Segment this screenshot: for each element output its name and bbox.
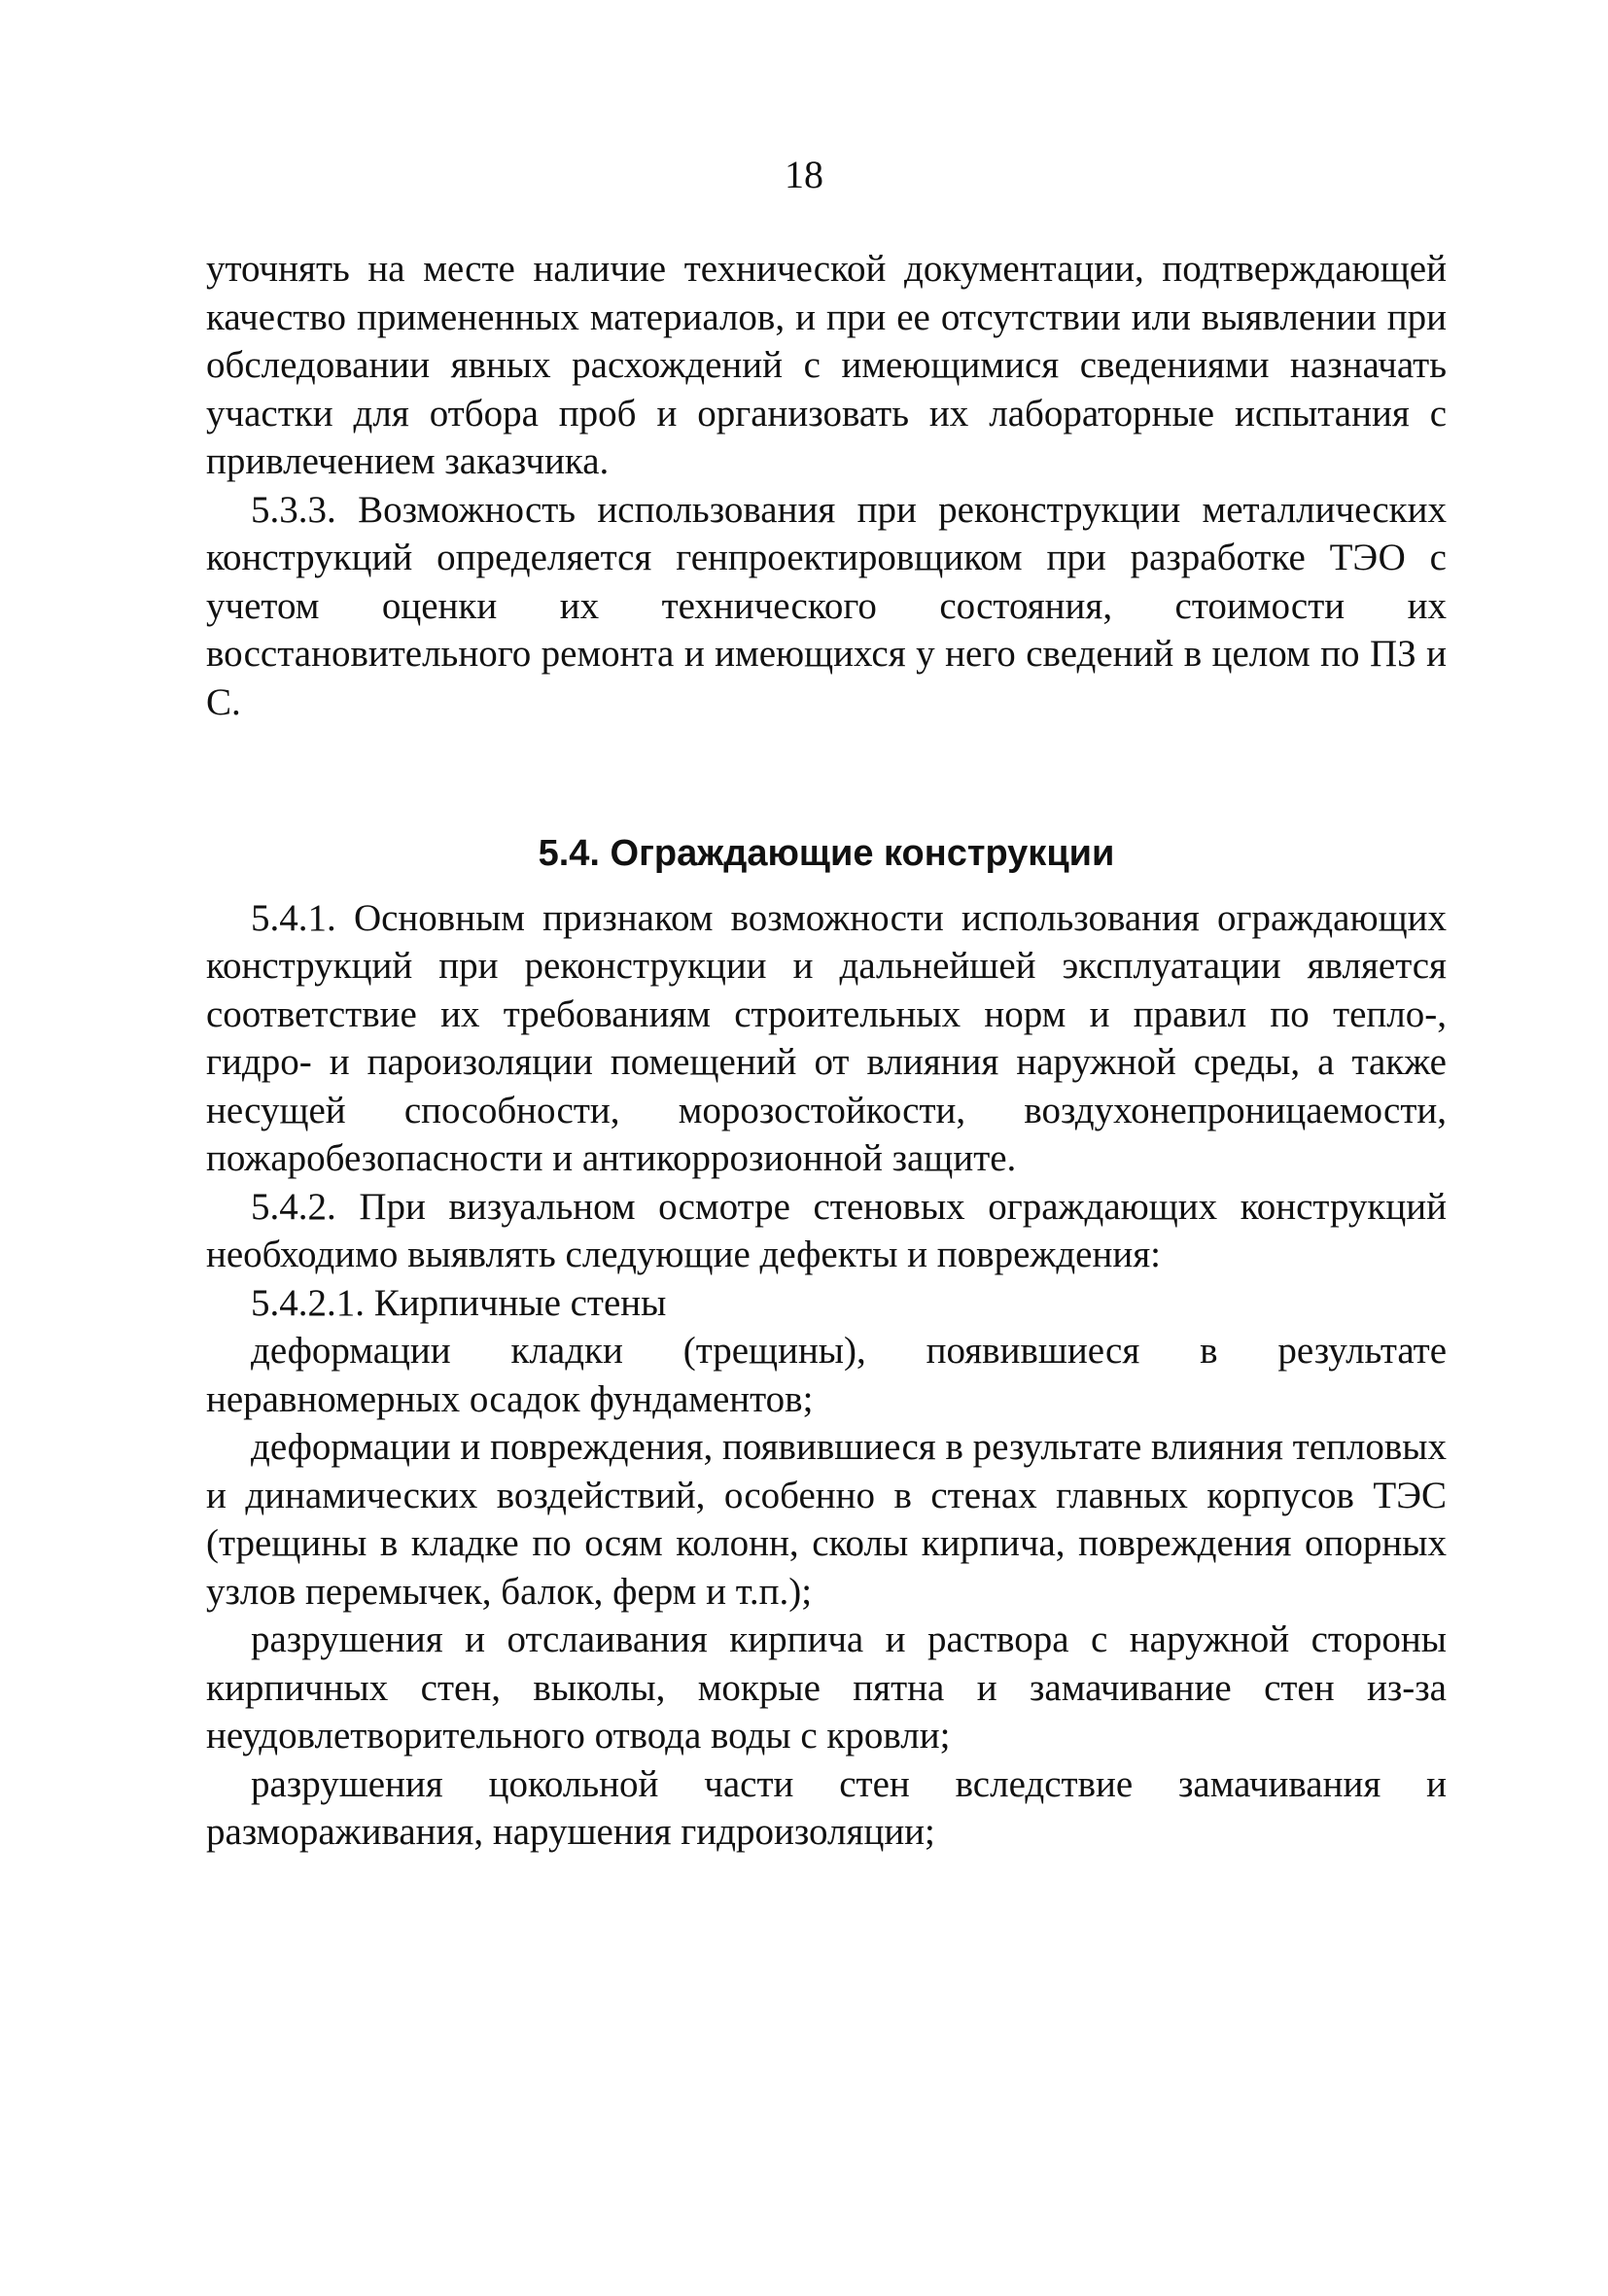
paragraph-continuation: уточнять на месте наличие технической документации, подтверждающей качество примененных материалов, и при ее отсутствии или выявлении при обследовании явных расхождений с имеющимися сведениями назначать участки для отбора проб и организовать их лабораторные испытания с привлечением заказчика.	[206, 248, 1447, 482]
page-number: 18	[785, 153, 823, 196]
page-body	[206, 245, 1447, 1857]
list-item-masonry-deformation: деформации кладки (трещины), появившиеся в результате неравномерных осадок фундаментов;	[206, 1330, 1447, 1420]
paragraph-5-3-3: 5.3.3. Возможность использования при реконструкции металлических конструкций определяется генпроектировщиком при разработке ТЭО с учетом оценки их технического состояния, стоимости их восстановительного ремонта и имеющихся у него сведений в целом по ПЗ и С.	[206, 488, 1447, 723]
heading-gap	[206, 879, 1447, 894]
list-item-thermal-damage: деформации и повреждения, появившиеся в результате влияния тепловых и динамических воздействий, особенно в стенах главных корпусов ТЭС (трещины в кладке по осям колонн, сколы кирпича, повреждения опорных узлов перемычек, балок, ферм и т.п.);	[206, 1426, 1447, 1613]
section-gap	[206, 726, 1447, 830]
paragraph-5-4-2-1: 5.4.2.1. Кирпичные стены	[251, 1281, 667, 1324]
section-heading: 5.4. Ограждающие конструкции	[538, 833, 1115, 874]
list-item-plinth-destruction: разрушения цокольной части стен вследствие замачивания и размораживания, нарушения гидроизоляции;	[206, 1762, 1447, 1853]
paragraph-5-4-2: 5.4.2. При визуальном осмотре стеновых ограждающих конструкций необходимо выявлять следующие дефекты и повреждения:	[206, 1185, 1447, 1275]
paragraph-5-4-1: 5.4.1. Основным признаком возможности использования ограждающих конструкций при реконструкции и дальнейшей эксплуатации является соответствие их требованиям строительных норм и правил по тепло-, гидро- и пароизоляции помещений от влияния наружной среды, а также несущей способности, морозостойкости, воздухонепроницаемости, пожаробезопасности и антикоррозионной защите.	[206, 896, 1447, 1179]
list-item-brick-destruction: разрушения и отслаивания кирпича и раствора с наружной стороны кирпичных стен, выколы, мокрые пятна и замачивание стен из-за неудовлетворительного отвода воды с кровли;	[206, 1618, 1447, 1757]
